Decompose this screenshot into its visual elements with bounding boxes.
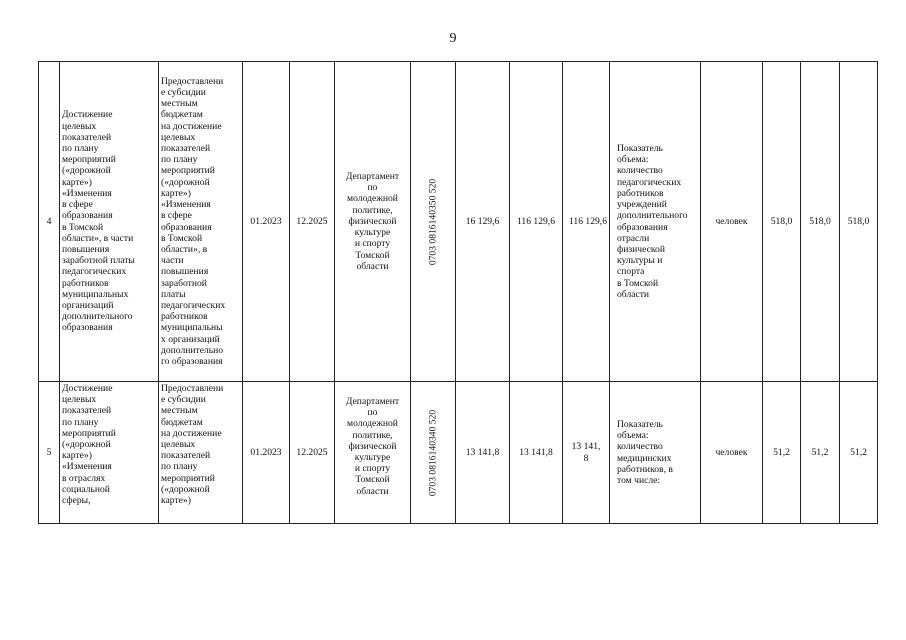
measure-cell: Предоставлени е субсидии местным бюджетам на достижение целевых показателей по плану мероприятий («дорожной карте») «Изменения в сфере образования в Томской области», в части повышения заработной платы педагогических работников муниципальны х организаций дополнительно го образования [159, 62, 243, 382]
unit-cell: человек [701, 62, 763, 382]
value-cell-1: 51,2 [763, 382, 801, 524]
goal-cell: Достижение целевых показателей по плану мероприятий («дорожной карте») «Изменения в отраслях социальной сферы, [60, 382, 159, 524]
department-cell: Департамент по молодежной политике, физической культуре и спорту Томской области [335, 382, 411, 524]
value-cell-2: 518,0 [801, 62, 840, 382]
indicator-cell: Показатель объема: количество педагогических работников учреждений дополнительного образования отрасли физической культуры и спорта в Томской области [610, 62, 701, 382]
value-cell-1: 518,0 [763, 62, 801, 382]
end-date-cell: 12.2025 [290, 382, 335, 524]
value-cell-2: 51,2 [801, 382, 840, 524]
value-cell-3: 518,0 [840, 62, 878, 382]
table-row [39, 382, 878, 524]
amount-cell-1: 13 141,8 [456, 382, 510, 524]
budget-code-cell [411, 382, 456, 524]
amount-cell-2: 13 141,8 [510, 382, 563, 524]
table-row [39, 62, 878, 382]
amount-cell-3: 116 129,6 [563, 62, 610, 382]
page-number: 9 [449, 31, 457, 46]
amount-cell-3: 13 141, 8 [563, 382, 610, 524]
start-date-cell: 01.2023 [243, 382, 290, 524]
unit-cell: человек [701, 382, 763, 524]
value-cell-3: 51,2 [840, 382, 878, 524]
amount-cell-2: 116 129,6 [510, 62, 563, 382]
budget-code-text: 0703 0816140350 520 [427, 178, 439, 265]
start-date-cell: 01.2023 [243, 62, 290, 382]
budget-code-cell [411, 62, 456, 382]
indicator-cell: Показатель объема: количество медицинских работников, в том числе: [610, 382, 701, 524]
measure-cell: Предоставлени е субсидии местным бюджетам на достижение целевых показателей по плану мероприятий («дорожной карте») [159, 382, 243, 524]
budget-code-text: 0703 0816140340 520 [427, 409, 439, 496]
goal-cell: Достижение целевых показателей по плану мероприятий («дорожной карте») «Изменения в сфере образования в Томской области», в части повышения заработной платы педагогических работников муниципальных организаций дополнительного образования [60, 62, 159, 382]
department-cell: Департамент по молодежной политике, физической культуре и спорту Томской области [335, 62, 411, 382]
row-number: 5 [39, 382, 60, 524]
amount-cell-1: 16 129,6 [456, 62, 510, 382]
end-date-cell: 12.2025 [290, 62, 335, 382]
budget-table [38, 61, 878, 524]
row-number: 4 [39, 62, 60, 382]
